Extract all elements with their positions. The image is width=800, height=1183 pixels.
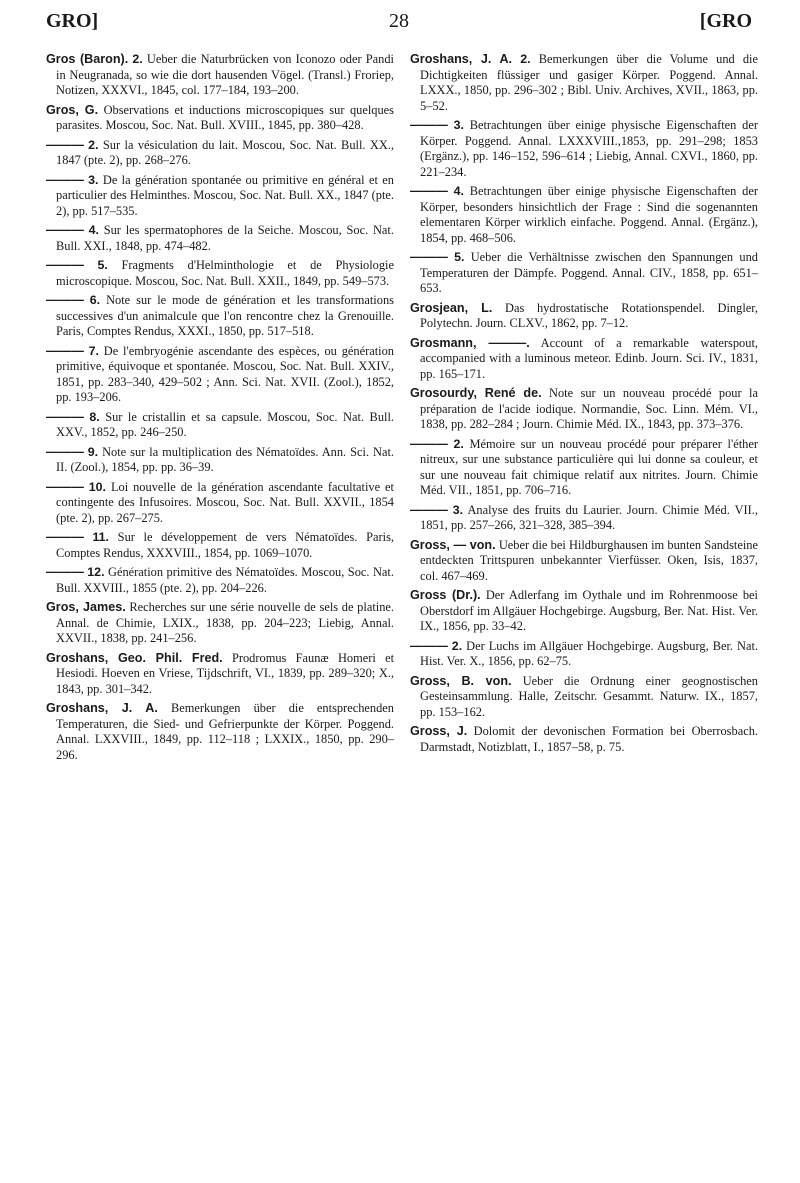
bibliography-entry [46, 173, 394, 220]
page-header [46, 10, 752, 40]
bibliography-entry [46, 52, 394, 99]
entry-citation: Recherches sur une série nouvelle de sels de platine. Annal. de Chimie, LXIX., 1838, pp. 204–223; Liebig, Annal. XXVII., 1838, pp. 241–256. [56, 600, 394, 645]
entry-citation: Betrachtungen über einige physische Eigenschaften der Körper, besonders hinsichtlich der Frage : Sind die sogenannten elementaren Körper wirklich einfache. Poggend. Annal. (Ergänz.), 1854, pp. 468–506. [420, 184, 758, 245]
bibliography-entry [46, 651, 394, 698]
entry-number: 9. [87, 444, 99, 459]
entry-author: Gros, G. [46, 102, 99, 117]
entry-author: ——— [46, 343, 84, 358]
entry-number: 2. [520, 52, 531, 66]
entry-citation: Der Adlerfang im Oythale und im Rohrenmoose bei Oberstdorf im Allgäuer Hochgebirge. Augsburg, Ber. Nat. Hist. Ver. IX., 1856, pp. 33–42. [420, 588, 758, 633]
entry-number: 11. [92, 530, 109, 544]
bibliography-entry [410, 503, 758, 534]
entry-author: ——— [46, 293, 84, 307]
entry-author: Gross, B. von. [410, 673, 512, 688]
bibliography-entry [46, 258, 394, 289]
bibliography-entry [46, 138, 394, 169]
entry-number: 3. [88, 172, 99, 187]
entry-author: Grosjean, L. [410, 300, 493, 315]
entry-number: 2. [88, 137, 99, 152]
entry-author: ——— [46, 479, 84, 494]
bibliography-entry [46, 530, 394, 561]
bibliography-entry [410, 184, 758, 246]
entry-author: Gros, James. [46, 600, 126, 614]
bibliography-entry [46, 223, 394, 254]
entry-author: ——— [410, 502, 448, 517]
entry-citation: Note sur le mode de génération et les transformations successives d'un animalcule que l'on rencontre chez la Grenouille. Paris, Comptes Rendus, XXXI., 1850, pp. 517–518. [56, 293, 394, 338]
bibliography-entry [410, 52, 758, 114]
page-number: 28 [389, 10, 409, 32]
entry-citation: Sur le développement de vers Nématoïdes. Paris, Comptes Rendus, XXXVIII., 1854, pp. 1069–1070. [56, 530, 394, 560]
entry-author: ——— [410, 638, 448, 653]
entry-citation: Fragments d'Helminthologie et de Physiologie microscopique. Moscou, Soc. Nat. Bull. XXII., 1849, pp. 549–573. [56, 258, 394, 288]
entry-author: Groshans, J. A. [46, 701, 158, 715]
entry-author: Groshans, J. A. [410, 52, 513, 66]
entry-author: Gros (Baron). [46, 52, 129, 66]
entry-author: Grosourdy, René de. [410, 386, 542, 400]
bibliography-entry [46, 600, 394, 647]
bibliography-entry [410, 437, 758, 499]
entry-citation: Ueber die Verhältnisse zwischen den Spannungen und Temperaturen der Dämpfe. Poggend. Annal. CIV., 1858, pp. 651–653. [420, 250, 758, 295]
entry-author: ——— [46, 409, 84, 424]
entry-citation: Ueber die Ordnung einer geognostischen Gesteinsammlung. Halle, Zeitschr. Gesammt. Naturw. IX., 1857, pp. 153–162. [420, 673, 758, 719]
entry-citation: Das hydrostatische Rotationspendel. Dingler, Polytechn. Journ. CLXV., 1862, pp. 7–12. [420, 300, 758, 330]
bibliography-entry [46, 701, 394, 763]
entry-author: ——— [46, 530, 84, 544]
entry-number: 2. [453, 436, 464, 451]
bibliography-entry [46, 480, 394, 527]
entry-author: ——— [46, 258, 84, 272]
entry-citation: Ueber die Naturbrücken von Iconozo oder Pandi in Neugranada, so wie die dort hausenden Vögel. (Transl.) Froriep, Notizen, XXXVI., 1845, col. 177–184, 193–200. [56, 52, 394, 97]
bibliography-entry [46, 445, 394, 476]
entry-author: Gross, J. [410, 724, 468, 738]
entry-citation: Account of a remarkable waterspout, accompanied with a luminous meteor. Edinb. Journ. Sci. IV., 1831, pp. 165–171. [420, 335, 758, 381]
entry-author: ——— [410, 184, 448, 198]
bibliography-entry [46, 103, 394, 134]
bibliography-entry [46, 344, 394, 406]
entry-author: ——— [410, 118, 448, 132]
bibliography-entry [410, 336, 758, 383]
entry-citation: Betrachtungen über einige physische Eigenschaften der Körper. Poggend. Annal. LXXXVIII.,1853, pp. 291–298; 1853 (Ergänz.), pp. 146–152, 596–614 ; Liebig, Annal. CXVI., 1860, pp. 221–234. [420, 118, 758, 179]
entry-citation: Note sur un nouveau procédé pour la préparation de l'acide iodique. Normandie, Soc. Linn. Mém. VI., 1838, pp. 282–284 ; Journ. Chimie Méd. IX., 1843, pp. 373–376. [420, 386, 758, 431]
bibliography-entry [410, 639, 758, 670]
entry-number: 6. [89, 293, 101, 307]
entry-citation: Analyse des fruits du Laurier. Journ. Chimie Méd. VII., 1851, pp. 257–266, 321–328, 385–394. [420, 502, 758, 532]
bibliography-entry [410, 724, 758, 755]
entry-citation: Prodromus Faunæ Homeri et Hesiodi. Hoeven en Vriese, Tijdschrift, VI., 1839, pp. 289–320; X., 1843, pp. 301–342. [56, 650, 395, 696]
bibliography-entry [410, 386, 758, 433]
entry-number: 3. [452, 502, 464, 517]
entry-author: Gross (Dr.). [410, 588, 481, 602]
entry-number: 2. [451, 638, 463, 653]
entry-citation: De la génération spontanée ou primitive en général et en particulier des Helminthes. Moscou, Soc. Nat. Bull. XX., 1847 (pte. 2), pp. 517–535. [56, 172, 394, 218]
entry-number: 5. [97, 258, 108, 272]
entry-number: 3. [453, 118, 464, 132]
bibliography-entry [410, 301, 758, 332]
entry-citation: Bemerkungen über die entsprechenden Temperaturen, die Sied- und Gefrierpunkte der Körper. Poggend. Annal. LXXVIII., 1849, pp. 112–118 ; LXXIX., 1850, pp. 290–296. [56, 701, 394, 762]
entry-citation: Mémoire sur un nouveau procédé pour préparer l'éther nitreux, sur une substance particulière qui lui donne sa couleur, et sur une nouveau fait chimique relatif aux nitrites. Journ. Chimie Méd. VII., 1851, pp. 706–716. [420, 436, 758, 497]
bibliography-entry [46, 293, 394, 340]
entry-number: 2. [132, 52, 143, 66]
right-column [410, 52, 758, 759]
entry-citation: Note sur la multiplication des Nématoïdes. Ann. Sci. Nat. II. (Zool.), 1854, pp. pp. 36–39. [56, 444, 395, 474]
left-column [46, 52, 394, 767]
entry-number: 7. [88, 343, 99, 358]
header-left-range: GRO] [46, 10, 99, 32]
bibliography-entry [410, 118, 758, 180]
entry-author: ——— [46, 565, 84, 579]
bibliography-entry [410, 250, 758, 297]
entry-citation: Bemerkungen über die Volume und die Dichtigkeiten flüssiger und gasiger Körper. Poggend. Annal. LXXX., 1850, pp. 296–302 ; Bibl. Univ. Archives, XVII., 1863, pp. 5–52. [420, 52, 759, 113]
entry-citation: Loi nouvelle de la génération ascendante facultative et contingente des Infusoires. Moscou, Soc. Nat. Bull. XXVII., 1854 (pte. 2), pp. 267–275. [56, 479, 395, 525]
entry-author: ——— [410, 436, 448, 451]
entry-citation: Sur la vésiculation du lait. Moscou, Soc. Nat. Bull. XX., 1847 (pte. 2), pp. 268–276. [56, 137, 394, 167]
entry-citation: Sur le cristallin et sa capsule. Moscou, Soc. Nat. Bull. XXV., 1852, pp. 246–250. [56, 409, 394, 439]
bibliography-entry [46, 565, 394, 596]
entry-author: Groshans, Geo. Phil. Fred. [46, 650, 223, 665]
entry-number: 12. [87, 565, 105, 579]
bibliography-entry [410, 538, 758, 585]
header-right-range: [GRO [699, 10, 752, 32]
entry-author: ——— [46, 223, 84, 237]
entry-number: 10. [88, 479, 106, 494]
entry-number: 8. [89, 409, 100, 424]
entry-citation: Sur les spermatophores de la Seiche. Moscou, Soc. Nat. Bull. XXI., 1848, pp. 474–482. [56, 223, 394, 253]
entry-author: ——— [410, 250, 448, 264]
entry-author: Grosmann, ———. [410, 335, 530, 350]
entry-number: 4. [453, 184, 464, 198]
entry-citation: Der Luchs im Allgäuer Hochgebirge. Augsburg, Ber. Nat. Hist. Ver. X., 1856, pp. 62–75. [420, 638, 758, 668]
bibliography-entry [410, 674, 758, 721]
entry-author: ——— [46, 172, 84, 187]
bibliography-entry [410, 588, 758, 635]
entry-citation: Observations et inductions microscopiques sur quelques parasites. Moscou, Soc. Nat. Bull. XVIII., 1845, pp. 380–428. [56, 102, 394, 132]
bibliography-entry [46, 410, 394, 441]
entry-author: ——— [46, 444, 84, 459]
entry-number: 5. [454, 250, 465, 264]
entry-author: ——— [46, 137, 84, 152]
entry-author: Gross, — von. [410, 537, 496, 552]
entry-citation: Dolomit der devonischen Formation bei Oberrosbach. Darmstadt, Notizblatt, I., 1857–58, p. 75. [420, 724, 758, 754]
entry-citation: De l'embryogénie ascendante des espèces, ou génération primitive, équivoque et spontanée. Moscou, Soc. Nat. Bull. XXIV., 1851, pp. 283–340, 429–502 ; Ann. Sci. Nat. XVII. (Zool.), 1852, pp. 193–206. [56, 343, 394, 404]
entry-citation: Génération primitive des Nématoïdes. Moscou, Soc. Nat. Bull. XXVIII., 1855 (pte. 2), pp. 204–226. [56, 565, 394, 595]
entry-number: 4. [88, 223, 99, 237]
entry-citation: Ueber die bei Hildburghausen im bunten Sandsteine entdeckten Trittspuren unbekannter Vierfüsser. Oken, Isis, 1837, col. 467–469. [420, 537, 758, 583]
